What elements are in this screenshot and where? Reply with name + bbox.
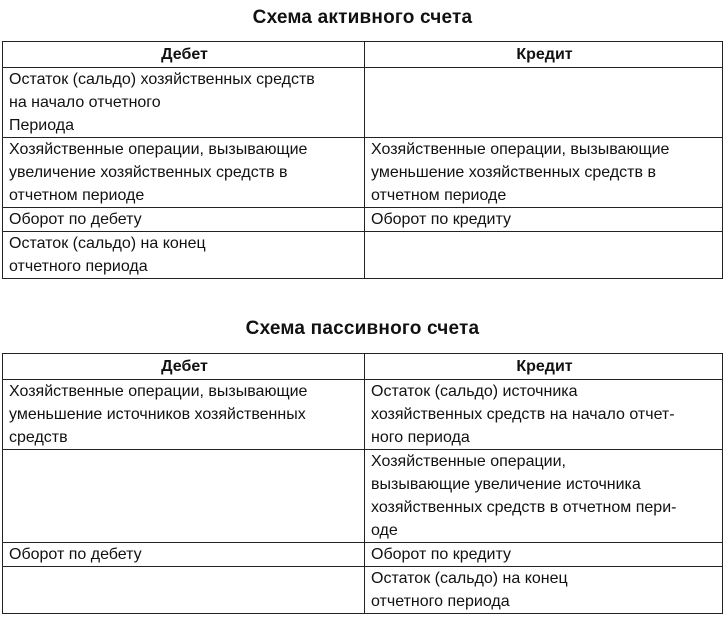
credit-cell: Хозяйственные операции, вызывающие увеличение источника хозяйственных средств в отчетном пери- оде [365, 450, 723, 543]
credit-cell: Оборот по кредиту [365, 543, 723, 567]
active-scheme-title: Схема активного счета [252, 7, 473, 28]
table-row [3, 208, 723, 232]
credit-cell: Хозяйственные операции, вызывающие уменьшение хозяйственных средств в отчетном периоде [365, 138, 723, 208]
table-row [3, 138, 723, 208]
table-row [3, 450, 723, 543]
debit-cell: Остаток (сальдо) на конец отчетного периода [3, 232, 365, 279]
table-header-row [3, 42, 723, 68]
table-row [3, 567, 723, 614]
credit-cell: Оборот по кредиту [365, 208, 723, 232]
active-scheme-table [2, 41, 723, 279]
passive-scheme-title: Схема пассивного счета [245, 318, 480, 339]
debit-cell: Хозяйственные операции, вызывающие уменьшение источников хозяйственных средств [3, 380, 365, 450]
table-header-row [3, 354, 723, 380]
credit-cell [365, 232, 723, 279]
table-row [3, 380, 723, 450]
debit-cell [3, 450, 365, 543]
debit-cell [3, 567, 365, 614]
debit-cell: Оборот по дебету [3, 543, 365, 567]
credit-cell [365, 68, 723, 138]
passive-scheme-table [2, 353, 723, 614]
table-row [3, 68, 723, 138]
debit-cell: Хозяйственные операции, вызывающие увеличение хозяйственных средств в отчетном периоде [3, 138, 365, 208]
debit-cell: Остаток (сальдо) хозяйственных средств на начало отчетного Периода [3, 68, 365, 138]
credit-cell: Остаток (сальдо) источника хозяйственных средств на начало отчет- ного периода [365, 380, 723, 450]
header-debit: Дебет [3, 42, 365, 68]
credit-cell: Остаток (сальдо) на конец отчетного периода [365, 567, 723, 614]
header-debit: Дебет [3, 354, 365, 380]
table-row [3, 543, 723, 567]
debit-cell: Оборот по дебету [3, 208, 365, 232]
header-credit: Кредит [365, 354, 723, 380]
table-row [3, 232, 723, 279]
header-credit: Кредит [365, 42, 723, 68]
